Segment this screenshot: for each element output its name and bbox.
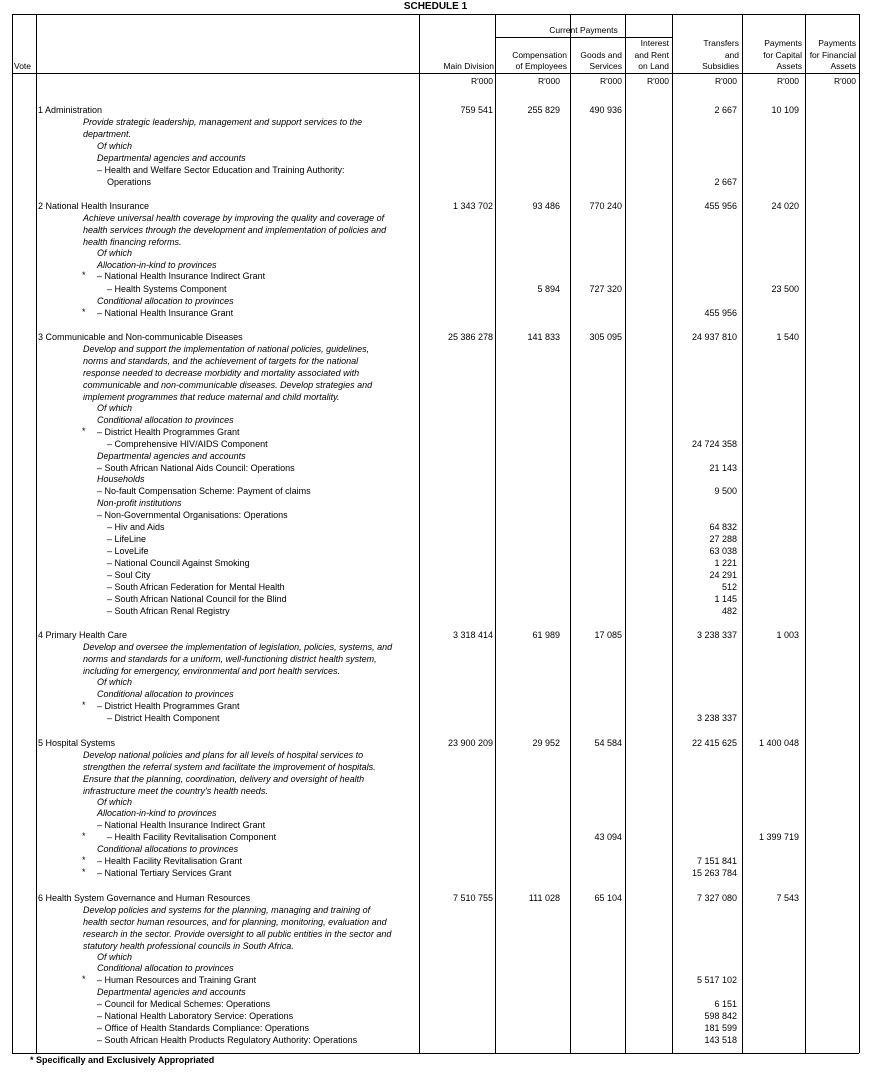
amount-cell: 770 240 [589,201,622,211]
table-border-left [12,14,13,1053]
amount-cell: 1 003 [776,630,799,640]
appropriated-star: * [82,867,86,877]
row-item: – Health Facility Revitalisation Grant [97,856,243,866]
header-capital-assets: for Capital [763,49,802,60]
row-item: – Non-Governmental Organisations: Operations [97,510,288,520]
row-item: – Human Resources and Training Grant [97,975,257,985]
unit-label: R'000 [834,76,856,86]
header-interest-rent: and Rent [634,49,669,60]
amount-cell: 455 956 [704,308,737,318]
header-comp-employees: of Employees [515,61,567,71]
row-description: Of which [97,952,133,962]
unit-label: R'000 [600,76,622,86]
row-description: Provide strategic leadership, management and support services to the [83,117,363,127]
row-item: – Health and Welfare Sector Education and Training Authority: [97,165,345,175]
unit-label: R'000 [777,76,799,86]
amount-cell: 21 143 [709,463,737,473]
row-description: Departmental agencies and accounts [97,153,246,163]
amount-cell: 15 263 784 [691,868,737,878]
header-vote: Vote [14,61,32,71]
row-description: response needed to decrease morbidity and mortality associated with [83,368,360,378]
amount-cell: 3 238 337 [696,630,737,640]
row-item: – South African National Aids Council: Operations [97,463,295,473]
amount-cell: 255 829 [527,105,560,115]
row-description: department. [83,129,132,139]
header-capital-assets: Assets [776,61,802,71]
row-description: Conditional allocations to provinces [97,844,239,854]
row-description: Achieve universal health coverage by improving the quality and coverage of [83,213,385,223]
row-description: Develop and oversee the implementation of legislation, policies, systems, and [83,642,393,652]
row-description: Households [97,474,145,484]
header-main-division: Main Division [443,61,494,71]
row-description: Non-profit institutions [97,498,182,508]
amount-cell: 6 151 [714,999,737,1009]
amount-cell: 3 318 414 [452,630,493,640]
amount-cell: 1 540 [776,332,799,342]
row-item: – South African Renal Registry [107,606,230,616]
header-comp-employees: Compensation [512,49,567,60]
row-item: – District Health Programmes Grant [97,701,240,711]
row-description: Departmental agencies and accounts [97,451,246,461]
amount-cell: 181 599 [704,1023,737,1033]
amount-cell: 5 894 [537,284,560,294]
amount-cell: 1 399 719 [758,832,799,842]
row-item: – LoveLife [107,546,149,556]
appropriated-star: * [82,270,86,280]
row-description: strengthen the referral system and facilitate the improvement of hospitals. [83,762,376,772]
row-item: – Health Systems Component [107,284,227,294]
row-description: health services through the development and implementation of policies and [83,225,387,235]
amount-cell: 63 038 [709,546,737,556]
appropriated-star: * [82,700,86,710]
amount-cell: 29 952 [532,738,560,748]
header-transfers: Transfers [703,38,739,48]
header-goods-services: Goods and [580,49,622,60]
amount-cell: 1 145 [714,594,737,604]
appropriated-star: * [82,974,86,984]
programme-name: 4 Primary Health Care [38,630,128,640]
row-description: Of which [97,797,133,807]
row-description: including for emergency, environmental and port health services. [83,666,340,676]
row-item: – National Tertiary Services Grant [97,868,232,878]
row-description: Develop and support the implementation of national policies, guidelines, [83,344,370,354]
table-border-right [859,14,860,1053]
unit-label: R'000 [715,76,737,86]
amount-cell: 61 989 [532,630,560,640]
header-financial-assets: for Financial [809,49,856,60]
amount-cell: 7 151 841 [696,856,737,866]
row-item: – National Council Against Smoking [107,558,250,568]
row-description: implement programmes that reduce maternal and child mortality. [83,392,340,402]
row-description: Of which [97,677,133,687]
programme-name: 1 Administration [38,105,103,115]
amount-cell: 490 936 [589,105,622,115]
amount-cell: 111 028 [528,893,560,903]
row-item: – National Health Insurance Indirect Grant [97,820,266,830]
table-border-top [12,14,859,15]
amount-cell: 7 543 [776,893,799,903]
row-description: norms and standards, and the achievement of targets for the national [83,356,359,366]
row-item: – Comprehensive HIV/AIDS Component [107,439,268,449]
row-description: Allocation-in-kind to provinces [97,260,217,270]
amount-cell: 1 400 048 [758,738,799,748]
unit-label: R'000 [538,76,560,86]
amount-cell: 23 500 [771,284,799,294]
amount-cell: 143 518 [704,1035,737,1045]
row-description: communicable and non-communicable diseases. Develop strategies and [83,380,373,390]
amount-cell: 9 500 [714,486,737,496]
amount-cell: 25 386 278 [447,332,493,342]
amount-cell: 5 517 102 [696,975,737,985]
programme-name: 3 Communicable and Non-communicable Diseases [38,332,243,342]
row-description: Of which [97,141,133,151]
row-description: Of which [97,248,133,258]
header-financial-assets: Assets [830,61,856,71]
column-divider [805,14,806,1053]
amount-cell: 23 900 209 [447,738,493,748]
row-item: Operations [107,177,152,187]
amount-cell: 455 956 [704,201,737,211]
row-description: infrastructure meet the country's health needs. [83,786,268,796]
amount-cell: 598 842 [704,1011,737,1021]
row-item: – Health Facility Revitalisation Component [107,832,277,842]
unit-label: R'000 [471,76,493,86]
amount-cell: 24 291 [709,570,737,580]
row-description: health financing reforms. [83,237,182,247]
column-divider [625,14,626,1053]
amount-cell: 1 343 702 [452,201,493,211]
header-interest-rent: Interest [640,38,669,48]
appropriated-star: * [82,307,86,317]
row-description: statutory health professional councils in South Africa. [83,941,294,951]
row-item: – Council for Medical Schemes: Operations [97,999,271,1009]
amount-cell: 43 094 [594,832,622,842]
amount-cell: 22 415 625 [691,738,737,748]
row-description: Develop policies and systems for the planning, managing and training of [83,905,371,915]
amount-cell: 2 667 [714,177,737,187]
appropriated-star: * [82,831,86,841]
amount-cell: 7 510 755 [452,893,493,903]
row-item: – South African Health Products Regulatory Authority: Operations [97,1035,358,1045]
row-description: Conditional allocation to provinces [97,689,234,699]
row-description: Ensure that the planning, coordination, delivery and oversight of health [83,774,365,784]
row-description: Develop national policies and plans for all levels of hospital services to [83,750,364,760]
unit-label: R'000 [647,76,669,86]
row-item: – LifeLine [107,534,147,544]
row-item: – South African National Council for the Blind [107,594,287,604]
amount-cell: 1 221 [714,558,737,568]
row-description: Departmental agencies and accounts [97,987,246,997]
row-item: – National Health Insurance Indirect Grant [97,271,266,281]
programme-name: 5 Hospital Systems [38,738,116,748]
header-transfers: Subsidies [702,61,739,71]
appropriated-star: * [82,855,86,865]
amount-cell: 759 541 [460,105,493,115]
row-item: – Soul City [107,570,151,580]
header-transfers: and [724,49,739,60]
amount-cell: 27 288 [709,534,737,544]
amount-cell: 7 327 080 [696,893,737,903]
row-description: research in the sector. Provide oversight to all public entities in the sector and [83,929,392,939]
amount-cell: 24 020 [771,201,799,211]
amount-cell: 65 104 [594,893,622,903]
row-item: – Office of Health Standards Compliance: Operations [97,1023,309,1033]
programme-name: 6 Health System Governance and Human Resources [38,893,251,903]
amount-cell: 2 667 [714,105,737,115]
footnote: * Specifically and Exclusively Appropriated [30,1055,215,1065]
row-description: Of which [97,403,133,413]
amount-cell: 93 486 [532,201,560,211]
header-goods-services: Services [589,61,622,71]
row-description: Conditional allocation to provinces [97,415,234,425]
amount-cell: 54 584 [594,738,622,748]
row-description: Conditional allocation to provinces [97,963,234,973]
amount-cell: 727 320 [589,284,622,294]
row-description: Allocation-in-kind to provinces [97,808,217,818]
row-item: – No-fault Compensation Scheme: Payment of claims [97,486,311,496]
header-capital-assets: Payments [764,38,802,48]
row-item: – National Health Laboratory Service: Operations [97,1011,294,1021]
column-divider [36,14,37,1053]
amount-cell: 64 832 [709,522,737,532]
row-description: health sector human resources, and for planning, monitoring, evaluation and [83,917,387,927]
amount-cell: 17 085 [594,630,622,640]
row-item: – District Health Component [107,713,220,723]
row-item: – National Health Insurance Grant [97,308,234,318]
amount-cell: 512 [721,582,737,592]
header-divider [12,73,859,74]
page-title: SCHEDULE 1 [403,1,468,12]
row-item: – Hiv and Aids [107,522,165,532]
header-current-payments: Current Payments [549,25,618,35]
programme-name: 2 National Health Insurance [38,201,150,211]
amount-cell: 482 [721,606,737,616]
header-interest-rent: on Land [638,61,669,71]
row-item: – District Health Programmes Grant [97,427,240,437]
amount-cell: 305 095 [589,332,622,342]
amount-cell: 3 238 337 [696,713,737,723]
appropriated-star: * [82,426,86,436]
amount-cell: 141 833 [527,332,560,342]
row-description: Conditional allocation to provinces [97,296,234,306]
amount-cell: 10 109 [771,105,799,115]
row-description: norms and standards for a uniform, well-functioning district health system, [83,654,377,664]
header-financial-assets: Payments [818,38,856,48]
amount-cell: 24 937 810 [691,332,737,342]
table-border-bottom [12,1053,859,1054]
row-item: – South African Federation for Mental Health [107,582,285,592]
amount-cell: 24 724 358 [691,439,737,449]
